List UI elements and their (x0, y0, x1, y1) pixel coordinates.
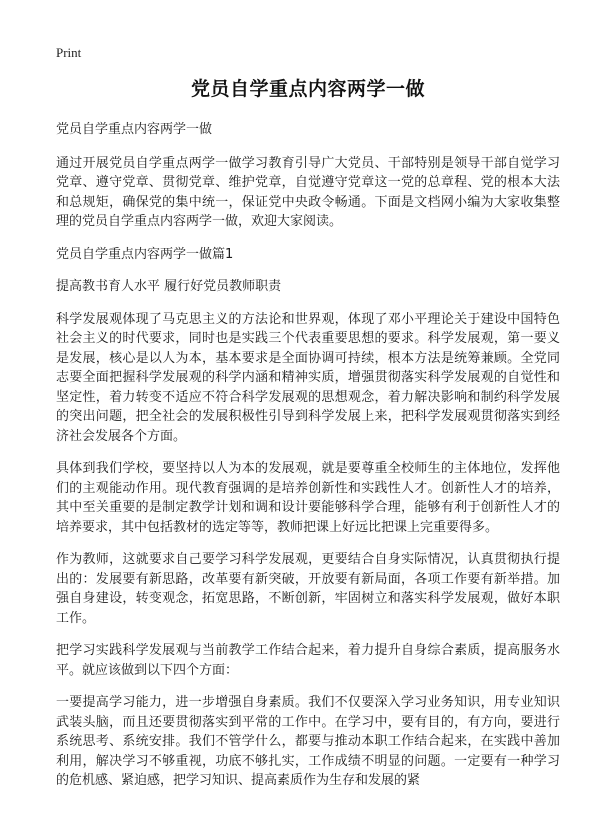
intro-paragraph: 通过开展党员自学重点两学一做学习教育引导广大党员、干部特别是领导干部自觉学习党章、遵守党章、贯彻党章、维护党章，自觉遵守党章这一党的总章程、党的根本大法和总规矩，确保党的集中统一，保证党中央政令畅通。下面是文档网小编为大家收集整理的党员自学重点内容两学一做，欢迎大家阅读。 (56, 155, 560, 229)
body-paragraph: 一要提高学习能力，进一步增强自身素质。我们不仅要深入学习业务知识，用专业知识武装头脑，而且还要贯彻落实到平常的工作中。在学习中，要有目的，有方向，要进行系统思考、系统安排。我们不管学什么，都要与推动本职工作结合起来，在实践中善加利用，解决学习不够重视，功底不够扎实，工作成绩不明显的问题。一定要有一种学习的危机感、紧迫感，把学习知识、提高素质作为生存和发展的紧 (56, 695, 560, 788)
document-title: 党员自学重点内容两学一做 (190, 78, 425, 100)
section-subheading: 提高教书育人水平 履行好党员教师职责 (56, 279, 282, 294)
section-heading: 党员自学重点内容两学一做篇1 (56, 246, 234, 262)
body-paragraph: 把学习实践科学发展观与当前教学工作结合起来，着力提升自身综合素质，提高服务水平。就应该做到以下四个方面： (56, 643, 560, 678)
body-paragraph: 具体到我们学校，要坚持以人为本的发展观，就是要尊重全校师生的主体地位，发挥他们的主观能动作用。现代教育强调的是培养创新性和实践性人才。创新性人才的培养，其中至关重要的是制定教学计划和调和设计要能够科学合理，能够有利于创新性人才的培养要求，其中包括教材的选定等等，教师把课上好远比把课上完重要得多。 (56, 461, 560, 535)
print-link[interactable]: Print (56, 45, 82, 60)
document-subtitle: 党员自学重点内容两学一做 (56, 122, 213, 137)
body-paragraph: 作为教师，这就要求自己要学习科学发展观，更要结合自身实际情况，认真贯彻执行提出的：发展要有新思路，改革要有新突破，开放要有新局面，各项工作要有新举措。加强自身建设，转变观念，拓宽思路，不断创新，牢固树立和落实科学发展观，做好本职工作。 (56, 552, 560, 626)
body-paragraph: 科学发展观体现了马克思主义的方法论和世界观，体现了邓小平理论关于建设中国特色社会主义的时代要求，同时也是实践三个代表重要思想的要求。科学发展观，第一要义是发展，核心是以人为本，基本要求是全面协调可持续，根本方法是统筹兼顾。全党同志要全面把握科学发展观的科学内涵和精神实质，增强贯彻落实科学发展观的自觉性和坚定性，着力转变不适应不符合科学发展观的思想观念，着力解决影响和制约科学发展的突出问题，把全社会的发展积极性引导到科学发展上来，把科学发展观贯彻落实到经济社会发展各个方面。 (56, 311, 560, 444)
